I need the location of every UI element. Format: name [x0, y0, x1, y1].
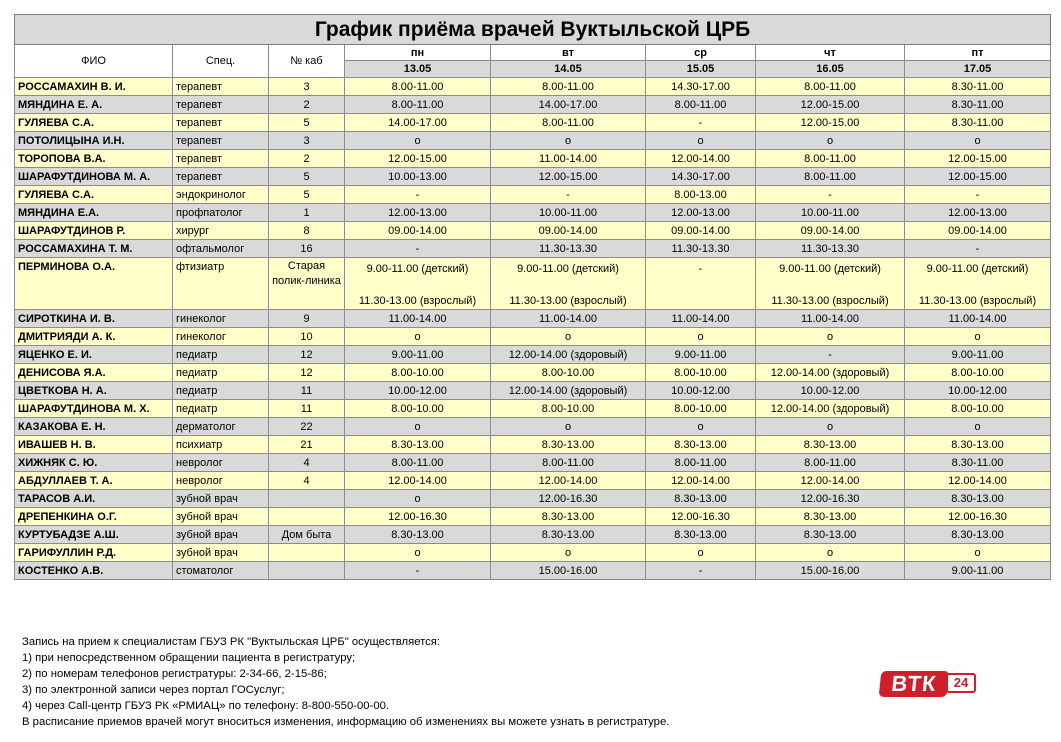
schedule-cell: о: [646, 132, 756, 150]
room-number: 4: [269, 454, 345, 472]
schedule-cell: 11.30-13.30: [756, 240, 905, 258]
schedule-cell: 15.00-16.00: [756, 562, 905, 580]
room-number: 12: [269, 364, 345, 382]
schedule-cell: 8.30-13.00: [905, 490, 1051, 508]
doctor-specialty: педиатр: [173, 400, 269, 418]
room-number: 1: [269, 204, 345, 222]
header-day: ср: [646, 45, 756, 61]
schedule-cell: 8.00-10.00: [905, 400, 1051, 418]
schedule-cell: 8.00-11.00: [345, 96, 491, 114]
schedule-cell: 09.00-14.00: [491, 222, 646, 240]
doctor-name: ШАРАФУТДИНОВА М. Х.: [15, 400, 173, 418]
schedule-cell: -: [345, 562, 491, 580]
doctor-specialty: зубной врач: [173, 490, 269, 508]
vtk24-logo: [880, 671, 980, 697]
schedule-cell: 10.00-11.00: [756, 204, 905, 222]
schedule-cell: о: [646, 328, 756, 346]
schedule-cell: 8.00-10.00: [345, 400, 491, 418]
doctor-name: ДЕНИСОВА Я.А.: [15, 364, 173, 382]
doctor-name: МЯНДИНА Е.А.: [15, 204, 173, 222]
table-row: [15, 222, 1051, 240]
doctor-name: ТОРОПОВА В.А.: [15, 150, 173, 168]
schedule-cell: 12.00-14.00 (здоровый): [756, 400, 905, 418]
schedule-cell: 09.00-14.00: [905, 222, 1051, 240]
doctor-specialty: хирург: [173, 222, 269, 240]
doctor-specialty: педиатр: [173, 346, 269, 364]
schedule-cell: 8.00-11.00: [491, 114, 646, 132]
table-row: [15, 310, 1051, 328]
schedule-cell: 12.00-13.00: [905, 204, 1051, 222]
doctor-specialty: невролог: [173, 472, 269, 490]
schedule-cell: 8.30-11.00: [905, 78, 1051, 96]
header-date: 16.05: [756, 61, 905, 78]
doctor-name: СИРОТКИНА И. В.: [15, 310, 173, 328]
doctor-name: АБДУЛЛАЕВ Т. А.: [15, 472, 173, 490]
schedule-cell: -: [345, 186, 491, 204]
schedule-cell: 9.00-11.00: [345, 346, 491, 364]
table-row: [15, 78, 1051, 96]
doctor-specialty: гинеколог: [173, 328, 269, 346]
schedule-cell: 8.30-11.00: [905, 114, 1051, 132]
schedule-cell: 12.00-16.30: [646, 508, 756, 526]
schedule-cell: 8.00-11.00: [756, 150, 905, 168]
schedule-cell: 8.30-13.00: [491, 508, 646, 526]
table-row: [15, 114, 1051, 132]
schedule-cell: 11.00-14.00: [491, 310, 646, 328]
room-number: 10: [269, 328, 345, 346]
room-number: 9: [269, 310, 345, 328]
schedule-cell: о: [756, 328, 905, 346]
table-row: [15, 364, 1051, 382]
schedule-cell: 12.00-14.00 (здоровый): [491, 382, 646, 400]
table-row: [15, 544, 1051, 562]
schedule-cell: 8.00-11.00: [646, 96, 756, 114]
table-row: [15, 436, 1051, 454]
doctor-specialty: терапевт: [173, 114, 269, 132]
appointment-notes: [22, 634, 669, 730]
note-line: В расписание приемов врачей могут вноситься изменения, информацию об изменениях вы можете узнать в регистратуре.: [22, 716, 670, 728]
doctor-name: ПОТОЛИЦЫНА И.Н.: [15, 132, 173, 150]
table-row: [15, 150, 1051, 168]
table-row: [15, 328, 1051, 346]
doctor-specialty: офтальмолог: [173, 240, 269, 258]
table-row: [15, 346, 1051, 364]
header-date: 17.05: [905, 61, 1051, 78]
header-room: № каб: [269, 45, 345, 78]
schedule-cell: 8.30-13.00: [756, 436, 905, 454]
schedule-cell: 8.30-13.00: [646, 490, 756, 508]
room-number: 11: [269, 400, 345, 418]
schedule-cell: 14.00-17.00: [491, 96, 646, 114]
schedule-cell: -: [345, 240, 491, 258]
schedule-cell: -: [905, 240, 1051, 258]
schedule-cell: 10.00-12.00: [905, 382, 1051, 400]
page-title: График приёма врачей Вуктыльской ЦРБ: [15, 15, 1051, 45]
schedule-cell: 8.00-10.00: [491, 400, 646, 418]
schedule-cell: 11.00-14.00: [756, 310, 905, 328]
schedule-cell: 10.00-13.00: [345, 168, 491, 186]
schedule-cell: о: [756, 544, 905, 562]
schedule-cell: 9.00-11.00: [905, 562, 1051, 580]
doctor-name: ГАРИФУЛЛИН Р.Д.: [15, 544, 173, 562]
schedule-cell: 12.00-14.00: [646, 472, 756, 490]
schedule-cell: 09.00-14.00: [756, 222, 905, 240]
header-day: пн: [345, 45, 491, 61]
schedule-cell: 8.00-10.00: [491, 364, 646, 382]
schedule-cell: 11.00-14.00: [345, 310, 491, 328]
schedule-cell: 8.30-11.00: [905, 454, 1051, 472]
schedule-cell: 8.30-13.00: [345, 526, 491, 544]
doctor-specialty: педиатр: [173, 382, 269, 400]
schedule-cell: о: [491, 132, 646, 150]
doctor-name: ХИЖНЯК С. Ю.: [15, 454, 173, 472]
header-date: 15.05: [646, 61, 756, 78]
header-day: чт: [756, 45, 905, 61]
room-number: 2: [269, 96, 345, 114]
doctor-name: ЯЦЕНКО Е. И.: [15, 346, 173, 364]
table-row: [15, 472, 1051, 490]
schedule-cell: о: [756, 418, 905, 436]
header-day: вт: [491, 45, 646, 61]
table-row: [15, 258, 1051, 310]
schedule-cell: 11.00-14.00: [646, 310, 756, 328]
schedule-cell: 09.00-14.00: [345, 222, 491, 240]
schedule-cell: 14.30-17.00: [646, 78, 756, 96]
schedule-cell: 12.00-14.00: [756, 472, 905, 490]
room-number: [269, 544, 345, 562]
schedule-cell: 11.30-13.30: [646, 240, 756, 258]
note-line: 4) через Call-центр ГБУЗ РК «РМИАЦ» по телефону: 8-800-550-00-00.: [22, 700, 390, 712]
schedule-cell: 12.00-14.00 (здоровый): [756, 364, 905, 382]
schedule-cell: -: [756, 346, 905, 364]
schedule-cell: -: [756, 186, 905, 204]
schedule-cell: 9.00-11.00 (детский) 11.30-13.00 (взрослый): [491, 258, 646, 310]
doctor-name: ЦВЕТКОВА Н. А.: [15, 382, 173, 400]
room-number: 12: [269, 346, 345, 364]
doctor-name: КУРТУБАДЗЕ А.Ш.: [15, 526, 173, 544]
room-number: [269, 490, 345, 508]
schedule-cell: о: [345, 418, 491, 436]
schedule-cell: 8.00-11.00: [756, 78, 905, 96]
doctor-specialty: эндокринолог: [173, 186, 269, 204]
logo-text: ВТК: [879, 671, 950, 697]
schedule-cell: 14.00-17.00: [345, 114, 491, 132]
schedule-cell: о: [905, 328, 1051, 346]
doctor-name: ШАРАФУТДИНОВ Р.: [15, 222, 173, 240]
doctor-specialty: терапевт: [173, 168, 269, 186]
table-row: [15, 204, 1051, 222]
table-row: [15, 132, 1051, 150]
doctor-specialty: педиатр: [173, 364, 269, 382]
schedule-cell: 12.00-14.00: [345, 472, 491, 490]
schedule-cell: 12.00-14.00: [491, 472, 646, 490]
schedule-cell: о: [491, 328, 646, 346]
doctor-specialty: зубной врач: [173, 526, 269, 544]
schedule-cell: 12.00-15.00: [756, 96, 905, 114]
room-number: 4: [269, 472, 345, 490]
schedule-cell: -: [646, 258, 756, 310]
schedule-cell: 8.00-13.00: [646, 186, 756, 204]
table-row: [15, 240, 1051, 258]
schedule-cell: 8.00-11.00: [491, 454, 646, 472]
schedule-cell: 8.00-11.00: [646, 454, 756, 472]
schedule-cell: 8.00-10.00: [905, 364, 1051, 382]
doctor-name: ШАРАФУТДИНОВА М. А.: [15, 168, 173, 186]
schedule-table: [14, 14, 1051, 580]
schedule-cell: 9.00-11.00: [905, 346, 1051, 364]
doctor-name: ИВАШЕВ Н. В.: [15, 436, 173, 454]
schedule-cell: 8.00-10.00: [646, 364, 756, 382]
doctor-name: МЯНДИНА Е. А.: [15, 96, 173, 114]
room-number: 8: [269, 222, 345, 240]
doctor-name: ДРЕПЕНКИНА О.Г.: [15, 508, 173, 526]
room-number: 5: [269, 168, 345, 186]
schedule-cell: 11.00-14.00: [905, 310, 1051, 328]
room-number: 16: [269, 240, 345, 258]
schedule-cell: 12.00-14.00 (здоровый): [491, 346, 646, 364]
doctor-specialty: психиатр: [173, 436, 269, 454]
doctor-specialty: дерматолог: [173, 418, 269, 436]
schedule-cell: 12.00-15.00: [491, 168, 646, 186]
schedule-cell: 12.00-16.30: [905, 508, 1051, 526]
schedule-cell: 8.30-13.00: [756, 526, 905, 544]
room-number: 5: [269, 186, 345, 204]
schedule-cell: 12.00-15.00: [756, 114, 905, 132]
schedule-cell: о: [756, 132, 905, 150]
schedule-cell: 8.30-13.00: [646, 526, 756, 544]
schedule-cell: 9.00-11.00 (детский) 11.30-13.00 (взрослый): [905, 258, 1051, 310]
room-number: 5: [269, 114, 345, 132]
schedule-cell: 8.30-13.00: [905, 436, 1051, 454]
table-row: [15, 526, 1051, 544]
doctor-specialty: гинеколог: [173, 310, 269, 328]
schedule-cell: 9.00-11.00: [646, 346, 756, 364]
doctor-specialty: терапевт: [173, 150, 269, 168]
schedule-cell: 8.00-11.00: [491, 78, 646, 96]
doctor-specialty: зубной врач: [173, 544, 269, 562]
header-name: ФИО: [15, 45, 173, 78]
doctor-name: ПЕРМИНОВА О.А.: [15, 258, 173, 310]
schedule-cell: 10.00-11.00: [491, 204, 646, 222]
doctor-name: ГУЛЯЕВА С.А.: [15, 114, 173, 132]
table-row: [15, 186, 1051, 204]
schedule-cell: 12.00-16.30: [345, 508, 491, 526]
doctor-name: КОСТЕНКО А.В.: [15, 562, 173, 580]
room-number: 2: [269, 150, 345, 168]
schedule-cell: 8.30-11.00: [905, 96, 1051, 114]
table-row: [15, 96, 1051, 114]
schedule-cell: 9.00-11.00 (детский) 11.30-13.00 (взрослый): [345, 258, 491, 310]
schedule-cell: 11.00-14.00: [491, 150, 646, 168]
schedule-cell: 8.00-10.00: [345, 364, 491, 382]
schedule-cell: 8.30-13.00: [905, 526, 1051, 544]
schedule-cell: 8.00-11.00: [345, 454, 491, 472]
schedule-cell: 8.00-11.00: [756, 454, 905, 472]
schedule-cell: о: [345, 490, 491, 508]
schedule-cell: 12.00-13.00: [345, 204, 491, 222]
doctor-name: РОССАМАХИНА Т. М.: [15, 240, 173, 258]
doctor-specialty: терапевт: [173, 78, 269, 96]
doctor-name: КАЗАКОВА Е. Н.: [15, 418, 173, 436]
schedule-cell: 09.00-14.00: [646, 222, 756, 240]
header-date: 14.05: [491, 61, 646, 78]
doctor-specialty: невролог: [173, 454, 269, 472]
room-number: [269, 508, 345, 526]
table-row: [15, 508, 1051, 526]
room-number: Дом быта: [269, 526, 345, 544]
schedule-cell: -: [491, 186, 646, 204]
schedule-cell: о: [345, 328, 491, 346]
schedule-cell: 8.30-13.00: [491, 526, 646, 544]
room-number: 22: [269, 418, 345, 436]
schedule-cell: о: [491, 418, 646, 436]
schedule-cell: о: [905, 418, 1051, 436]
room-number: [269, 562, 345, 580]
schedule-sheet: [14, 14, 1050, 580]
room-number: 3: [269, 78, 345, 96]
room-number: 21: [269, 436, 345, 454]
room-number: 3: [269, 132, 345, 150]
table-row: [15, 454, 1051, 472]
schedule-rows: [15, 78, 1051, 580]
schedule-cell: 10.00-12.00: [646, 382, 756, 400]
schedule-cell: 10.00-12.00: [756, 382, 905, 400]
doctor-specialty: зубной врач: [173, 508, 269, 526]
schedule-cell: 8.00-11.00: [756, 168, 905, 186]
schedule-cell: -: [905, 186, 1051, 204]
doctor-specialty: профпатолог: [173, 204, 269, 222]
schedule-cell: 8.30-13.00: [756, 508, 905, 526]
room-number: Старая полик-линика: [269, 258, 345, 310]
schedule-cell: 8.30-13.00: [491, 436, 646, 454]
schedule-cell: о: [646, 418, 756, 436]
schedule-cell: о: [345, 544, 491, 562]
schedule-cell: -: [646, 562, 756, 580]
schedule-cell: 8.30-13.00: [646, 436, 756, 454]
logo-number: 24: [946, 673, 976, 693]
schedule-cell: 12.00-16.30: [491, 490, 646, 508]
doctor-name: РОССАМАХИН В. И.: [15, 78, 173, 96]
schedule-cell: 8.00-11.00: [345, 78, 491, 96]
schedule-cell: 8.00-10.00: [646, 400, 756, 418]
schedule-cell: 14.30-17.00: [646, 168, 756, 186]
doctor-specialty: терапевт: [173, 132, 269, 150]
doctor-name: ТАРАСОВ А.И.: [15, 490, 173, 508]
schedule-cell: о: [646, 544, 756, 562]
schedule-cell: 10.00-12.00: [345, 382, 491, 400]
header-spec: Спец.: [173, 45, 269, 78]
note-line: 2) по номерам телефонов регистратуры: 2-34-66, 2-15-86;: [22, 668, 327, 680]
table-row: [15, 418, 1051, 436]
schedule-cell: о: [905, 132, 1051, 150]
room-number: 11: [269, 382, 345, 400]
table-row: [15, 168, 1051, 186]
table-row: [15, 562, 1051, 580]
schedule-cell: о: [905, 544, 1051, 562]
note-line: 3) по электронной записи через портал ГОСуслуг;: [22, 684, 285, 696]
schedule-cell: о: [491, 544, 646, 562]
schedule-cell: 12.00-14.00: [646, 150, 756, 168]
doctor-specialty: терапевт: [173, 96, 269, 114]
table-row: [15, 490, 1051, 508]
schedule-cell: 12.00-13.00: [646, 204, 756, 222]
schedule-cell: 12.00-14.00: [905, 472, 1051, 490]
note-line: Запись на прием к специалистам ГБУЗ РК "Вуктыльская ЦРБ" осуществляется:: [22, 636, 441, 648]
schedule-cell: 9.00-11.00 (детский) 11.30-13.00 (взрослый): [756, 258, 905, 310]
schedule-cell: -: [646, 114, 756, 132]
doctor-name: ДМИТРИЯДИ А. К.: [15, 328, 173, 346]
schedule-cell: 8.30-13.00: [345, 436, 491, 454]
schedule-cell: 12.00-15.00: [905, 168, 1051, 186]
doctor-name: ГУЛЯЕВА С.А.: [15, 186, 173, 204]
schedule-cell: 12.00-15.00: [345, 150, 491, 168]
doctor-specialty: фтизиатр: [173, 258, 269, 310]
header-date: 13.05: [345, 61, 491, 78]
schedule-cell: 15.00-16.00: [491, 562, 646, 580]
schedule-cell: 12.00-15.00: [905, 150, 1051, 168]
note-line: 1) при непосредственном обращении пациента в регистратуру;: [22, 652, 356, 664]
doctor-specialty: стоматолог: [173, 562, 269, 580]
schedule-cell: 11.30-13.30: [491, 240, 646, 258]
schedule-cell: 12.00-16.30: [756, 490, 905, 508]
schedule-cell: о: [345, 132, 491, 150]
table-row: [15, 400, 1051, 418]
header-day: пт: [905, 45, 1051, 61]
table-row: [15, 382, 1051, 400]
